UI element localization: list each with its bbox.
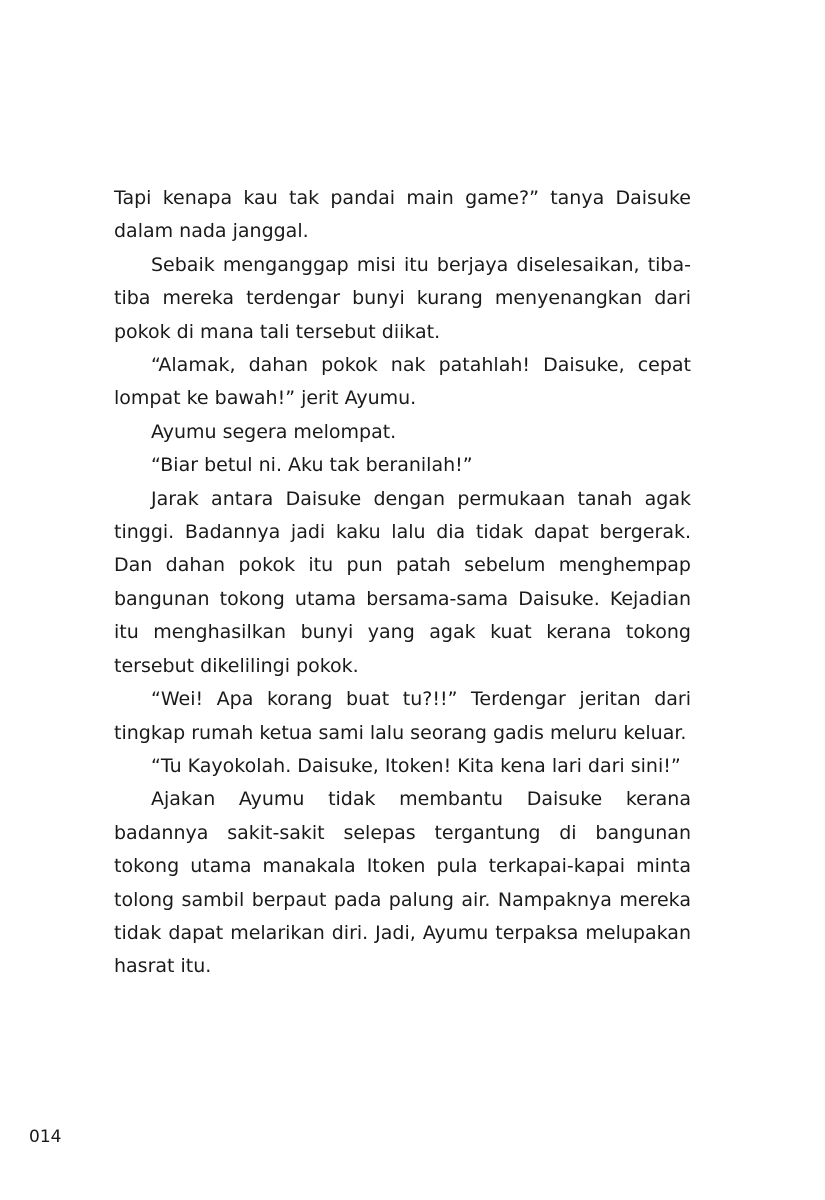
paragraph-3: “Alamak, dahan pokok nak patahlah! Daisuke, cepat lompat ke bawah!” jerit Ayumu. (114, 354, 691, 410)
paragraph-2: Sebaik menganggap misi itu berjaya diselesaikan, tiba-tiba mereka terdengar bunyi kurang menyenangkan dari pokok di mana tali tersebut diikat. (114, 253, 691, 343)
paragraph-6: Jarak antara Daisuke dengan permukaan tanah agak tinggi. Badannya jadi kaku lalu dia tidak dapat bergerak. Dan dahan pokok itu pun patah sebelum menghempap bangunan tokong utama bersama-sama Daisuke. Kejadian itu menghasilkan bunyi yang agak kuat kerana tokong tersebut dikelilingi pokok. (114, 487, 691, 677)
paragraph-8: “Tu Kayokolah. Daisuke, Itoken! Kita kena lari dari sini!” (151, 754, 681, 777)
paragraph-5: “Biar betul ni. Aku tak beranilah!” (151, 454, 473, 477)
paragraph-4: Ayumu segera melompat. (151, 420, 397, 443)
paragraph-9: Ajakan Ayumu tidak membantu Daisuke kerana badannya sakit-sakit selepas tergantung di bangunan tokong utama manakala Itoken pula terkapai-kapai minta tolong sambil berpaut pada palung air. Nampaknya mereka tidak dapat melarikan diri. Jadi, Ayumu terpaksa melupakan hasrat itu. (114, 788, 691, 978)
paragraph-7: “Wei! Apa korang buat tu?!!” Terdengar jeritan dari tingkap rumah ketua sami lalu seorang gadis meluru keluar. (114, 688, 691, 744)
paragraph-1: Tapi kenapa kau tak pandai main game?” tanya Daisuke dalam nada janggal. (114, 187, 691, 243)
page-body (114, 182, 691, 984)
page-number: 014 (29, 1127, 62, 1147)
